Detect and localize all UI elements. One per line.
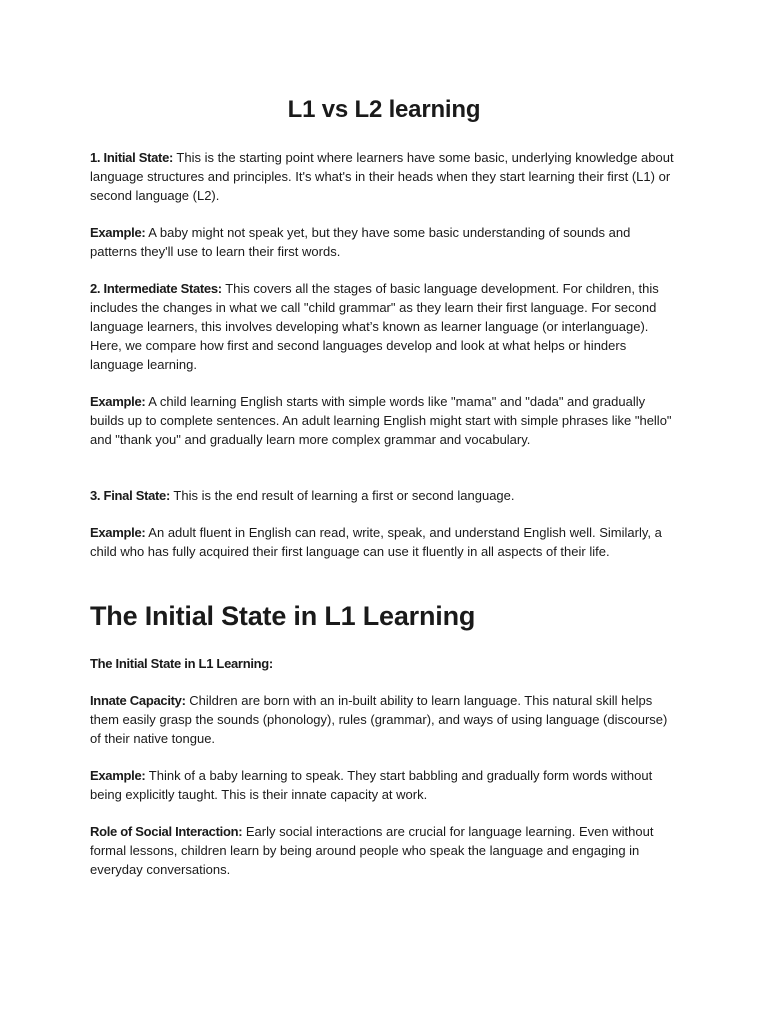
- paragraph-lead: 1. Initial State:: [90, 150, 174, 165]
- paragraph-lead: Example:: [90, 525, 146, 540]
- paragraph-lead: 3. Final State:: [90, 488, 171, 503]
- paragraph-lead: Example:: [90, 225, 146, 240]
- paragraph-example-1: [90, 223, 678, 261]
- paragraph-text: An adult fluent in English can read, write, speak, and understand English well. Similarly, a child who has fully acquired their first language can use it fluently in all aspects of their life.: [90, 525, 662, 559]
- paragraph-example-3: [90, 523, 678, 561]
- paragraph-example-4: [90, 766, 678, 804]
- paragraph-text: This covers all the stages of basic language development. For children, this includes the changes in what we call "child grammar" as they learn their first language. For second language learners, this involves developing what’s known as learner language (or interlanguage). Here, we compare how first and second languages develop and look at what helps or hinders language learning.: [90, 281, 659, 372]
- paragraph-text: A child learning English starts with simple words like "mama" and "dada" and gradually builds up to complete sentences. An adult learning English might start with simple phrases like "hello" and "thank you" and gradually learn more complex grammar and vocabulary.: [90, 394, 672, 447]
- paragraph-initial-state: [90, 148, 678, 205]
- paragraph-lead: Role of Social Interaction:: [90, 824, 243, 839]
- paragraph-example-2: [90, 392, 678, 449]
- paragraph-lead: Example:: [90, 768, 146, 783]
- paragraph-text: A baby might not speak yet, but they have some basic understanding of sounds and patterns they'll use to learn their first words.: [90, 225, 631, 259]
- paragraph-text: Early social interactions are crucial for language learning. Even without formal lessons, children learn by being around people who speak the language and engaging in everyday conversations.: [90, 824, 654, 877]
- paragraph-lead: 2. Intermediate States:: [90, 281, 222, 296]
- paragraph-text: Children are born with an in-built ability to learn language. This natural skill helps them easily grasp the sounds (phonology), rules (grammar), and ways of using language (discourse) of their native tongue.: [90, 693, 668, 746]
- document-title: L1 vs L2 learning: [287, 96, 481, 123]
- paragraph-final-state: [90, 486, 678, 505]
- paragraph-social-interaction: [90, 822, 678, 879]
- section-subheading: The Initial State in L1 Learning:: [90, 656, 273, 671]
- section-heading: The Initial State in L1 Learning: [90, 601, 476, 631]
- paragraph-intermediate-states: [90, 279, 678, 374]
- paragraph-lead: Example:: [90, 394, 146, 409]
- paragraph-lead: Innate Capacity:: [90, 693, 186, 708]
- paragraph-innate-capacity: [90, 691, 678, 748]
- paragraph-text: This is the starting point where learners have some basic, underlying knowledge about language structures and principles. It's what's in their heads when they start learning their first (L1) or second language (L2).: [90, 150, 674, 203]
- paragraph-text: This is the end result of learning a first or second language.: [170, 488, 515, 503]
- paragraph-text: Think of a baby learning to speak. They start babbling and gradually form words without being explicitly taught. This is their innate capacity at work.: [90, 768, 653, 802]
